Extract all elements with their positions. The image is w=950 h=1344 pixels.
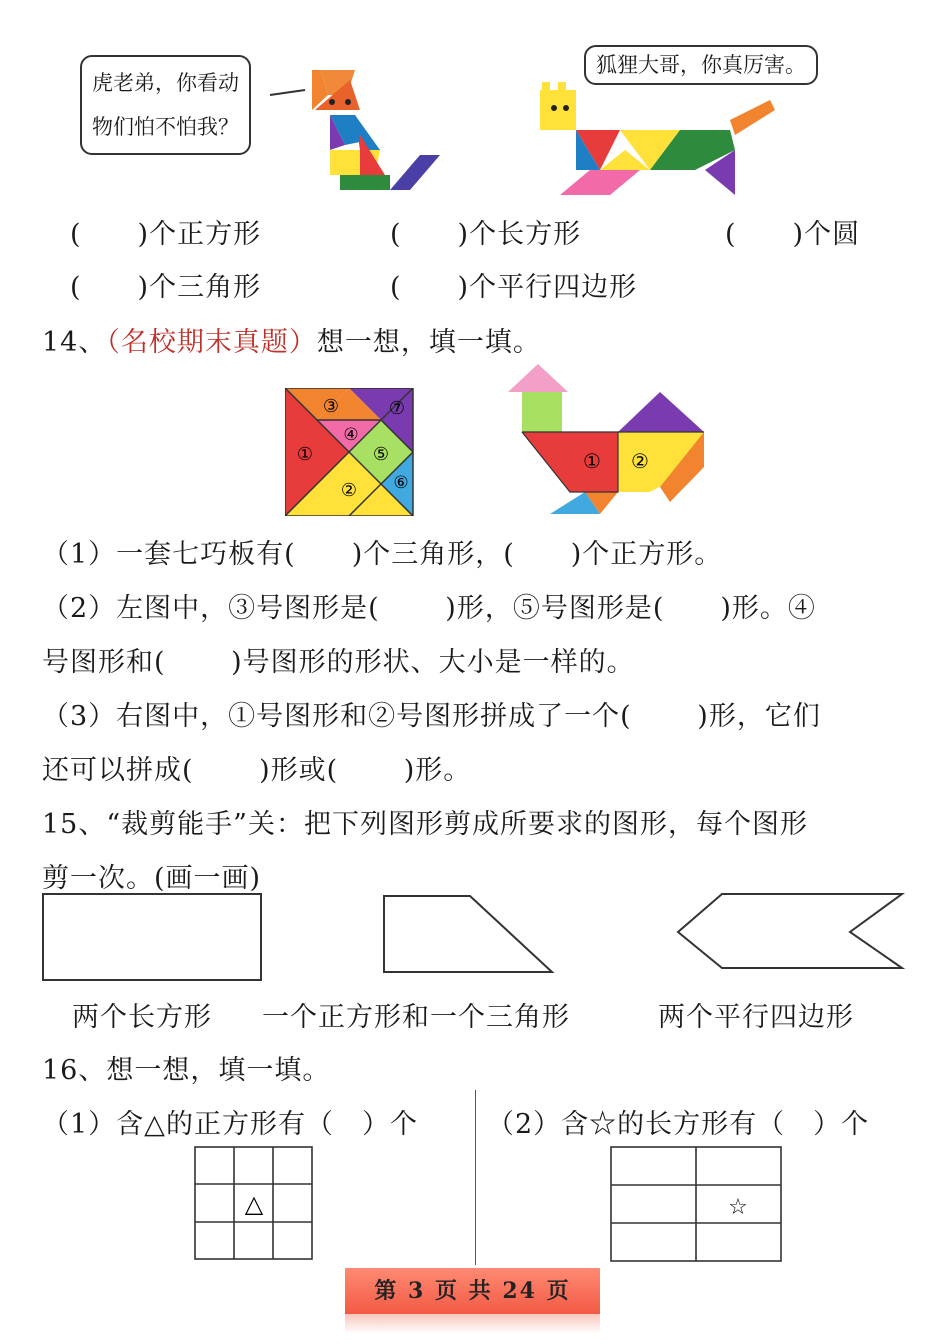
triangle-icon: △	[244, 1190, 264, 1218]
star-icon: ☆	[728, 1195, 748, 1220]
cut-shape-trapezoid	[380, 892, 560, 977]
top-row1-circle: ( )个圆	[725, 219, 861, 250]
bird-label-2: ②	[631, 449, 649, 473]
tangram-label-4: ④	[343, 425, 359, 445]
page-footer: 第 3 页 共 24 页	[345, 1268, 600, 1314]
bubble-right-text: 狐狸大哥，你真厉害。	[596, 53, 806, 77]
tangram-label-1: ①	[296, 444, 314, 465]
q14-heading	[42, 320, 541, 359]
top-row2-parallelogram: ( )个平行四边形	[390, 272, 638, 303]
bubble-left-line1: 虎老弟，你看动	[92, 71, 239, 95]
tangram-bird-diagram	[500, 362, 710, 518]
grid-2x3	[608, 1144, 784, 1264]
tangram-cat-illustration	[260, 40, 460, 200]
grid-3x3	[192, 1144, 316, 1262]
q15-line2: 剪一次。(画一画)	[42, 863, 262, 894]
tangram-label-2: ②	[340, 480, 358, 501]
q14-sub2-line1: （2）左图中，③号图形是( )形，⑤号图形是( )形。④	[42, 593, 816, 624]
caption-square-triangle: 一个正方形和一个三角形	[262, 1002, 570, 1033]
q16-title: 16、想一想，填一填。	[42, 1055, 331, 1086]
bubble-left-line2: 物们怕不怕我？	[92, 115, 239, 139]
top-row1-rectangle: ( )个长方形	[390, 219, 582, 250]
cut-shape-arrow	[672, 890, 912, 975]
q14-sub3-line2: 还可以拼成( )形或( )形。	[42, 755, 472, 786]
q14-sub1: （1）一套七巧板有( )个三角形，( )个正方形。	[42, 539, 723, 570]
tangram-fox-illustration	[530, 80, 790, 205]
caption-two-rectangles: 两个长方形	[72, 1002, 212, 1033]
q14-title: 想一想，填一填。	[316, 327, 541, 358]
q14-sub2-line2: 号图形和( )号图形的形状、大小是一样的。	[42, 647, 635, 678]
tangram-label-3: ③	[322, 396, 340, 417]
q14-sub3-line1: （3）右图中，①号图形和②号图形拼成了一个( )形，它们	[42, 701, 821, 732]
q16-left-question: （1）含△的正方形有（ ）个	[42, 1109, 418, 1140]
footer-glow	[345, 1314, 600, 1334]
tangram-label-5: ⑤	[372, 444, 390, 465]
cut-shape-rectangle	[40, 890, 265, 985]
tangram-label-6: ⑥	[393, 473, 409, 493]
tangram-label-7: ⑦	[388, 398, 406, 419]
q14-number: 14、	[42, 327, 107, 358]
top-row2-triangle: ( )个三角形	[70, 272, 262, 303]
q14-tag: （名校期末真题）	[106, 327, 317, 358]
caption-two-parallelograms: 两个平行四边形	[658, 1002, 854, 1033]
tangram-square-diagram	[285, 388, 415, 516]
speech-bubble-left	[80, 55, 251, 155]
top-row1-square: ( )个正方形	[70, 219, 262, 250]
speech-bubble-right	[584, 45, 818, 85]
bird-label-1: ①	[583, 449, 601, 473]
q15-line1: 15、“裁剪能手”关：把下列图形剪成所要求的图形，每个图形	[42, 809, 808, 840]
q16-divider	[475, 1090, 476, 1265]
q16-right-question: （2）含☆的长方形有（ ）个	[487, 1109, 870, 1140]
